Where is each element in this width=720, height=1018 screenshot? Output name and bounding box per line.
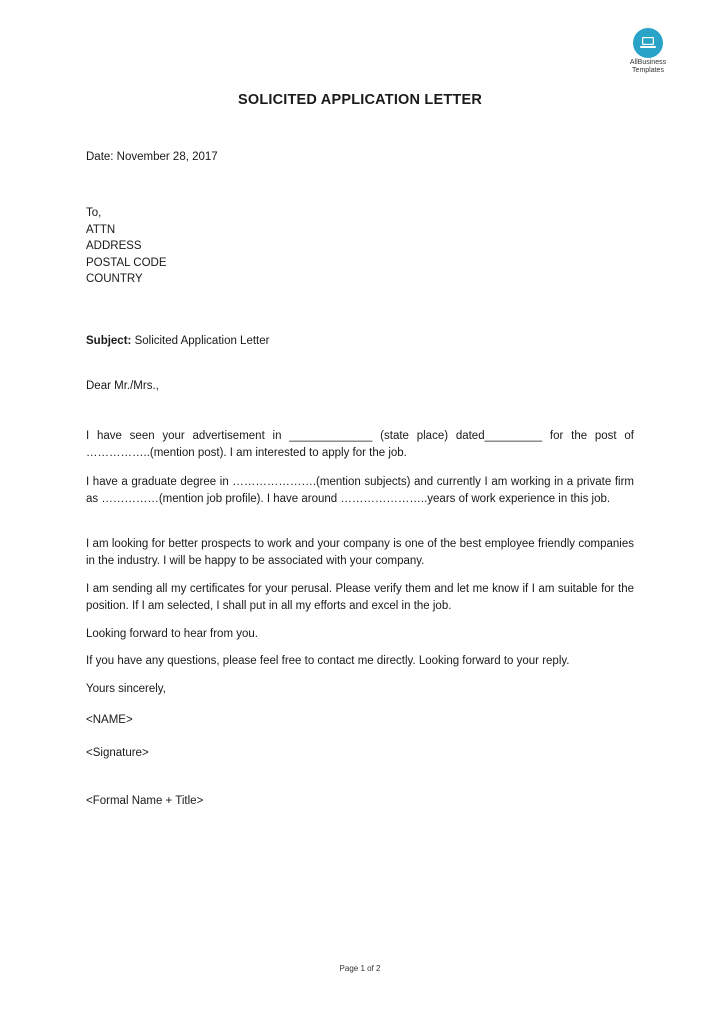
logo-text: AllBusiness Templates (629, 59, 667, 74)
salutation: Dear Mr./Mrs., (86, 380, 159, 392)
address-line: ATTN (86, 223, 116, 236)
address-line: To, (86, 207, 102, 219)
signature-placeholder: <Signature> (86, 747, 149, 759)
laptop-icon (633, 28, 663, 58)
subject-label: Subject: (86, 335, 132, 347)
sender-name: <NAME> (86, 714, 133, 726)
page-number: Page 1 of 2 (339, 964, 381, 973)
formal-name-title: <Formal Name + Title> (86, 795, 204, 807)
document-title: SOLICITED APPLICATION LETTER (237, 92, 483, 108)
closing: Yours sincerely, (86, 683, 166, 695)
paragraph: I have seen your advertisement in _____________ (state place) dated_________ for the post of ……………..(mention post). I am interested to apply for the job. (86, 430, 634, 459)
address-line: COUNTRY (86, 273, 143, 285)
recipient-address (86, 205, 167, 288)
paragraph: Looking forward to hear from you. (86, 628, 258, 640)
paragraph: If you have any questions, please feel free to contact me directly. Looking forward to your reply. (86, 655, 570, 667)
subject-text: Solicited Application Letter (134, 335, 270, 347)
letter-date: Date: November 28, 2017 (86, 151, 218, 163)
company-logo (618, 28, 678, 75)
paragraph: I am sending all my certificates for your perusal. Please verify them and let me know if I am suitable for the position. If I am selected, I shall put in all my efforts and excel in the job. (86, 583, 634, 612)
paragraph: I am looking for better prospects to work and your company is one of the best employee friendly companies in the industry. I will be happy to be associated with your company. (86, 538, 634, 567)
paragraph: I have a graduate degree in ………………….(mention subjects) and currently I am working in a private firm as ……………(mention job profile). I have around …………………..years of work experience in this job. (86, 476, 634, 505)
subject-line (86, 334, 269, 348)
address-line: POSTAL CODE (86, 256, 167, 269)
address-line: ADDRESS (86, 240, 142, 252)
